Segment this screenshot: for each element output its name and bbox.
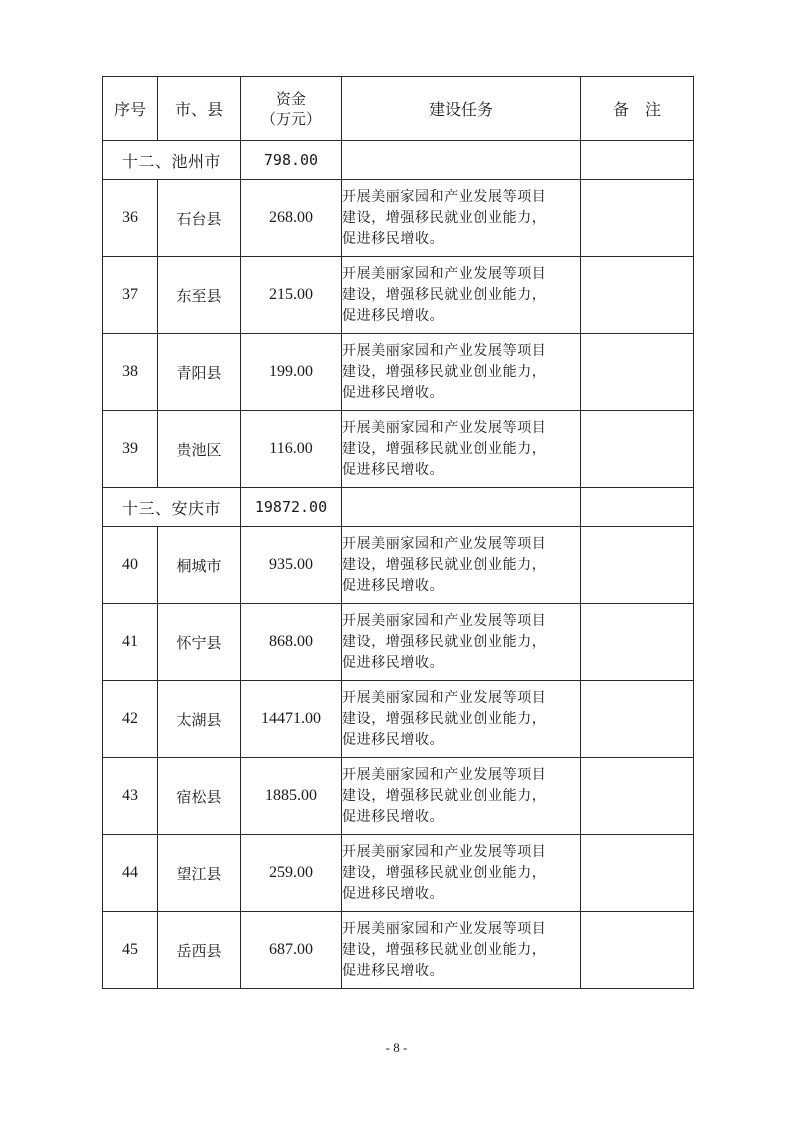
- row-task: [342, 180, 581, 257]
- table-row: [103, 411, 694, 488]
- table-row: [103, 681, 694, 758]
- row-remark: [581, 257, 694, 334]
- section-total: 798.00: [241, 141, 342, 180]
- section-remark-cell: [581, 141, 694, 180]
- row-task-line: 建设，增强移民就业创业能力，: [342, 363, 547, 380]
- row-amount: 268.00: [241, 180, 342, 257]
- row-task-line: 促进移民增收。: [342, 654, 445, 671]
- header-funds-line2: （万元）: [260, 109, 321, 128]
- section-total: 19872.00: [241, 488, 342, 527]
- row-amount: 215.00: [241, 257, 342, 334]
- row-task: [342, 604, 581, 681]
- row-amount: 868.00: [241, 604, 342, 681]
- row-task-line: 开展美丽家园和产业发展等项目: [342, 535, 547, 552]
- row-task-line: 建设，增强移民就业创业能力，: [342, 633, 547, 650]
- row-task-line: 开展美丽家园和产业发展等项目: [342, 612, 547, 629]
- header-funds-line1: 资金: [275, 89, 306, 108]
- row-amount: 1885.00: [241, 758, 342, 835]
- section-row: [103, 488, 694, 527]
- row-seq: 45: [103, 912, 158, 989]
- row-seq: 41: [103, 604, 158, 681]
- table-row: [103, 835, 694, 912]
- row-task-line: 促进移民增收。: [342, 808, 445, 825]
- table-row: [103, 180, 694, 257]
- row-county: 太湖县: [158, 681, 241, 758]
- row-seq: 39: [103, 411, 158, 488]
- table-row: [103, 758, 694, 835]
- row-county: 贵池区: [158, 411, 241, 488]
- row-remark: [581, 835, 694, 912]
- row-task: [342, 912, 581, 989]
- row-seq: 37: [103, 257, 158, 334]
- row-remark: [581, 912, 694, 989]
- row-task: [342, 334, 581, 411]
- section-task-cell: [342, 488, 581, 527]
- row-seq: 36: [103, 180, 158, 257]
- row-task-line: 促进移民增收。: [342, 577, 445, 594]
- row-task: [342, 681, 581, 758]
- row-amount: 687.00: [241, 912, 342, 989]
- row-remark: [581, 180, 694, 257]
- row-amount: 935.00: [241, 527, 342, 604]
- row-task-line: 促进移民增收。: [342, 731, 445, 748]
- section-row: [103, 141, 694, 180]
- row-task-line: 促进移民增收。: [342, 885, 445, 902]
- section-title: 十二、池州市: [103, 141, 241, 180]
- row-remark: [581, 758, 694, 835]
- row-county: 望江县: [158, 835, 241, 912]
- row-task-line: 开展美丽家园和产业发展等项目: [342, 419, 547, 436]
- section-task-cell: [342, 141, 581, 180]
- header-seq: 序号: [103, 77, 158, 141]
- row-task: [342, 527, 581, 604]
- row-task: [342, 835, 581, 912]
- row-seq: 44: [103, 835, 158, 912]
- row-county: 宿松县: [158, 758, 241, 835]
- section-remark-cell: [581, 488, 694, 527]
- row-county: 岳西县: [158, 912, 241, 989]
- table-row: [103, 527, 694, 604]
- row-county: 怀宁县: [158, 604, 241, 681]
- row-county: 青阳县: [158, 334, 241, 411]
- row-amount: 199.00: [241, 334, 342, 411]
- table-row: [103, 334, 694, 411]
- row-task-line: 开展美丽家园和产业发展等项目: [342, 689, 547, 706]
- row-remark: [581, 527, 694, 604]
- row-task-line: 建设，增强移民就业创业能力，: [342, 787, 547, 804]
- row-task: [342, 411, 581, 488]
- row-remark: [581, 411, 694, 488]
- header-task: 建设任务: [342, 77, 581, 141]
- row-task-line: 建设，增强移民就业创业能力，: [342, 864, 547, 881]
- table-row: [103, 604, 694, 681]
- row-task-line: 促进移民增收。: [342, 307, 445, 324]
- row-task-line: 建设，增强移民就业创业能力，: [342, 440, 547, 457]
- row-county: 石台县: [158, 180, 241, 257]
- header-funds: [241, 77, 342, 141]
- funds-table: [102, 76, 694, 989]
- row-task-line: 开展美丽家园和产业发展等项目: [342, 188, 547, 205]
- row-amount: 259.00: [241, 835, 342, 912]
- row-task-line: 促进移民增收。: [342, 962, 445, 979]
- row-task-line: 促进移民增收。: [342, 384, 445, 401]
- row-county: 东至县: [158, 257, 241, 334]
- row-county: 桐城市: [158, 527, 241, 604]
- row-seq: 38: [103, 334, 158, 411]
- row-task-line: 建设，增强移民就业创业能力，: [342, 710, 547, 727]
- header-county: 市、县: [158, 77, 241, 141]
- row-remark: [581, 681, 694, 758]
- row-task-line: 开展美丽家园和产业发展等项目: [342, 843, 547, 860]
- row-seq: 40: [103, 527, 158, 604]
- row-task: [342, 758, 581, 835]
- table-body: [103, 141, 694, 989]
- row-task-line: 建设，增强移民就业创业能力，: [342, 209, 547, 226]
- row-task-line: 开展美丽家园和产业发展等项目: [342, 342, 547, 359]
- section-title: 十三、安庆市: [103, 488, 241, 527]
- row-amount: 116.00: [241, 411, 342, 488]
- row-remark: [581, 604, 694, 681]
- page-number: - 8 -: [385, 1040, 408, 1055]
- row-amount: 14471.00: [241, 681, 342, 758]
- table-row: [103, 912, 694, 989]
- row-task-line: 开展美丽家园和产业发展等项目: [342, 265, 547, 282]
- row-task-line: 开展美丽家园和产业发展等项目: [342, 766, 547, 783]
- row-task: [342, 257, 581, 334]
- row-task-line: 建设，增强移民就业创业能力，: [342, 286, 547, 303]
- row-task-line: 建设，增强移民就业创业能力，: [342, 941, 547, 958]
- row-remark: [581, 334, 694, 411]
- table-header-row: [103, 77, 694, 141]
- row-task-line: 开展美丽家园和产业发展等项目: [342, 920, 547, 937]
- table-row: [103, 257, 694, 334]
- row-task-line: 促进移民增收。: [342, 230, 445, 247]
- row-task-line: 促进移民增收。: [342, 461, 445, 478]
- row-seq: 43: [103, 758, 158, 835]
- row-task-line: 建设，增强移民就业创业能力，: [342, 556, 547, 573]
- row-seq: 42: [103, 681, 158, 758]
- header-remark: 备 注: [581, 77, 694, 141]
